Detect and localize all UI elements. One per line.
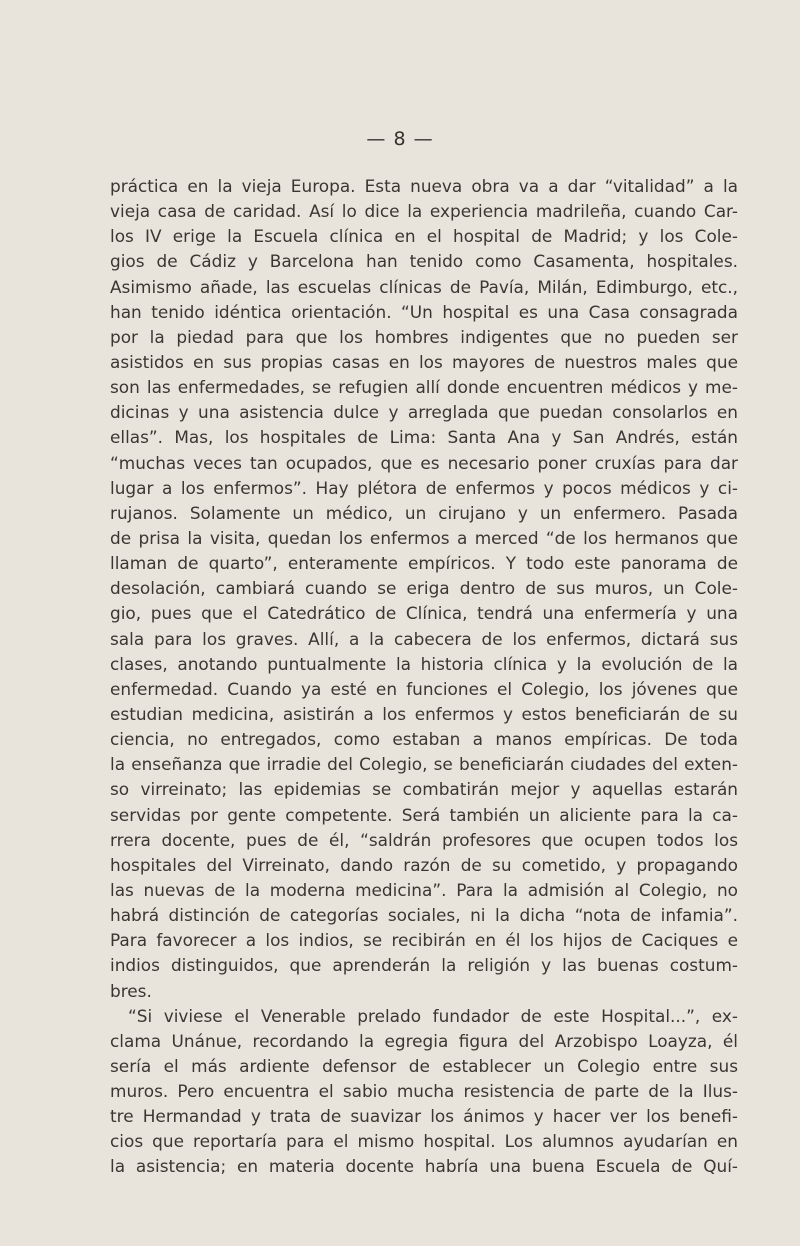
text-line: la enseñanza que irradie del Colegio, se beneficiarán ciudades del exten- — [110, 754, 738, 775]
text-line: cios que reportaría para el mismo hospital. Los alumnos ayudarían en — [110, 1131, 738, 1152]
text-line: estudian medicina, asistirán a los enfermos y estos beneficiarán de su — [110, 703, 738, 724]
text-line: la asistencia; en materia docente habría una buena Escuela de Quí- — [110, 1156, 738, 1177]
page-number: — 8 — — [366, 128, 434, 150]
text-line: Para favorecer a los indios, se recibirán en él los hijos de Caciques e — [110, 930, 738, 951]
text-line: dicinas y una asistencia dulce y arreglada que puedan consolarlos en — [110, 402, 738, 423]
text-line: “muchas veces tan ocupados, que es necesario poner cruxías para dar — [110, 452, 738, 473]
text-line: asistidos en sus propias casas en los mayores de nuestros males que — [110, 351, 738, 372]
text-line: los IV erige la Escuela clínica en el hospital de Madrid; y los Cole- — [110, 226, 738, 247]
text-line: llaman de quarto”, enteramente empíricos. Y todo este panorama de — [110, 553, 738, 574]
text-line: habrá distinción de categorías sociales, ni la dicha “nota de infamia”. — [110, 905, 738, 926]
text-line: “Si viviese el Venerable prelado fundador de este Hospital...”, ex- — [128, 1005, 738, 1026]
text-line: las nuevas de la moderna medicina”. Para la admisión al Colegio, no — [110, 879, 738, 900]
text-line: lugar a los enfermos”. Hay plétora de enfermos y pocos médicos y ci- — [110, 477, 738, 498]
text-line: ellas”. Mas, los hospitales de Lima: Santa Ana y San Andrés, están — [110, 427, 738, 448]
text-line: de prisa la visita, quedan los enfermos a merced “de los hermanos que — [110, 527, 738, 548]
text-line: gios de Cádiz y Barcelona han tenido como Casamenta, hospitales. — [110, 251, 738, 272]
text-line: clases, anotando puntualmente la historia clínica y la evolución de la — [110, 653, 738, 674]
text-line: Asimismo añade, las escuelas clínicas de Pavía, Milán, Edimburgo, etc., — [110, 276, 738, 297]
text-line: rujanos. Solamente un médico, un cirujano y un enfermero. Pasada — [110, 502, 738, 523]
text-line: práctica en la vieja Europa. Esta nueva obra va a dar “vitalidad” a la — [110, 176, 738, 196]
text-line: sala para los graves. Allí, a la cabecera de los enfermos, dictará sus — [110, 628, 738, 649]
text-line: muros. Pero encuentra el sabio mucha resistencia de parte de la Ilus- — [110, 1081, 738, 1102]
text-line: rrera docente, pues de él, “saldrán profesores que ocupen todos los — [110, 829, 738, 850]
text-line: sería el más ardiente defensor de establecer un Colegio entre sus — [110, 1055, 738, 1076]
text-line: ciencia, no entregados, como estaban a manos empíricas. De toda — [110, 729, 738, 750]
text-line: servidas por gente competente. Será también un aliciente para la ca- — [110, 804, 738, 825]
body-text — [110, 174, 738, 1180]
text-line: tre Hermandad y trata de suavizar los ánimos y hacer ver los benefi- — [110, 1106, 738, 1127]
text-line: bres. — [110, 980, 152, 1001]
text-line: gio, pues que el Catedrático de Clínica, tendrá una enfermería y una — [110, 603, 738, 624]
text-line: clama Unánue, recordando la egregia figura del Arzobispo Loayza, él — [110, 1030, 738, 1051]
text-line: hospitales del Virreinato, dando razón de su cometido, y propagando — [110, 854, 738, 875]
text-line: por la piedad para que los hombres indigentes que no pueden ser — [110, 326, 738, 347]
text-line: enfermedad. Cuando ya esté en funciones el Colegio, los jóvenes que — [110, 678, 738, 699]
text-line: desolación, cambiará cuando se eriga dentro de sus muros, un Cole- — [110, 578, 738, 599]
text-line: indios distinguidos, que aprenderán la religión y las buenas costum- — [110, 955, 738, 976]
text-line: so virreinato; las epidemias se combatirán mejor y aquellas estarán — [110, 779, 738, 800]
text-line: son las enfermedades, se refugien allí donde encuentren médicos y me- — [110, 377, 738, 398]
text-line: vieja casa de caridad. Así lo dice la experiencia madrileña, cuando Car- — [110, 201, 738, 222]
text-line: han tenido idéntica orientación. “Un hospital es una Casa consagrada — [110, 301, 738, 322]
